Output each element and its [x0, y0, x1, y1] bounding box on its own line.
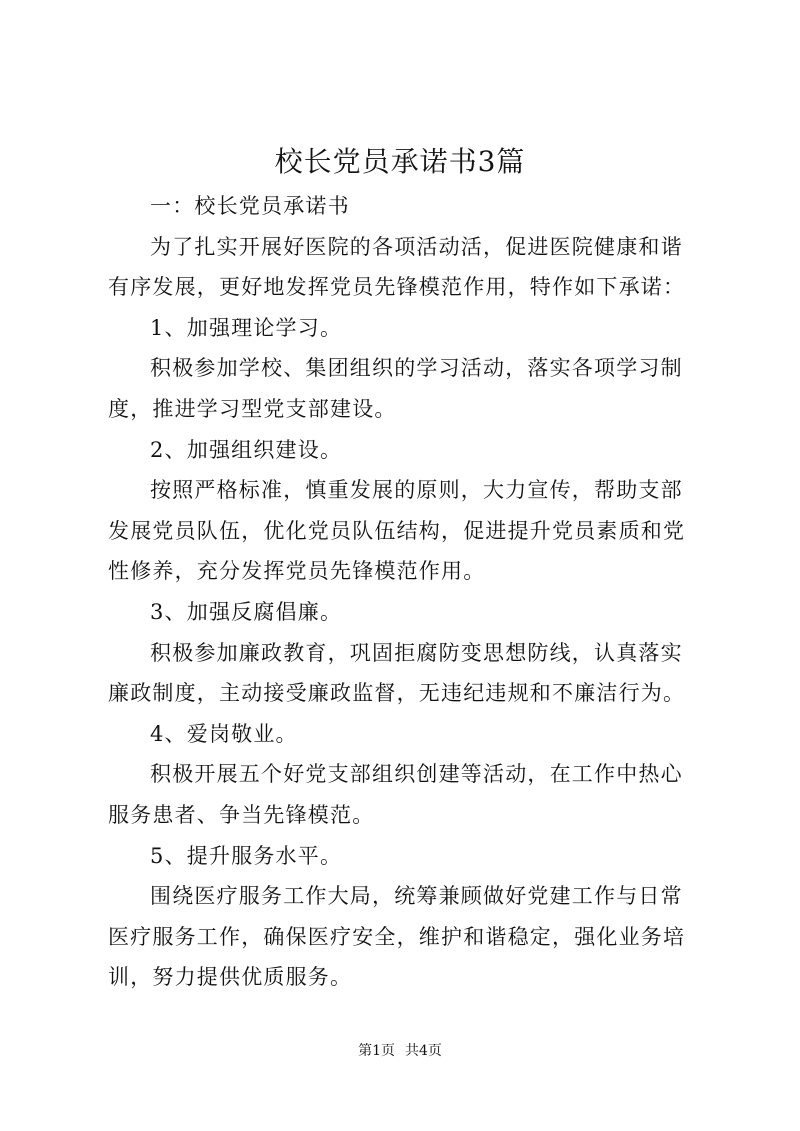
- page-footer: [0, 1041, 800, 1061]
- item-paragraph: 积极参加廉政教育，巩固拒腐防变思想防线，认真落实廉政制度，主动接受廉政监督，无违纪违规和不廉洁行为。: [108, 640, 686, 706]
- item-paragraph: 按照严格标准，慎重发展的原则，大力宣传，帮助支部发展党员队伍，优化党员队伍结构，促进提升党员素质和党性修养，充分发挥党员先锋模范作用。: [108, 478, 686, 584]
- item-paragraph: 围绕医疗服务工作大局，统筹兼顾做好党建工作与日常医疗服务工作，确保医疗安全，维护和谐稳定，强化业务培训，努力提供优质服务。: [108, 884, 686, 990]
- document-body: [108, 186, 700, 998]
- item-paragraph: 积极开展五个好党支部组织创建等活动，在工作中热心服务患者、争当先锋模范。: [108, 762, 683, 827]
- intro-paragraph: 为了扎实开展好医院的各项活动活，促进医院健康和谐有序发展，更好地发挥党员先锋模范作用，特作如下承诺：: [108, 234, 686, 300]
- page-total: 共4页: [405, 1043, 442, 1059]
- section-heading: 一：校长党员承诺书: [150, 194, 350, 218]
- item-heading: 5、提升服务水平。: [150, 843, 343, 868]
- page-number: 第1页: [358, 1043, 395, 1059]
- item-heading: 2、加强组织建设。: [150, 437, 343, 462]
- document-title: 校长党员承诺书3篇: [274, 145, 526, 178]
- item-paragraph: 积极参加学校、集团组织的学习活动，落实各项学习制度，推进学习型党支部建设。: [108, 356, 683, 421]
- item-heading: 1、加强理论学习。: [150, 315, 343, 340]
- item-heading: 3、加强反腐倡廉。: [150, 599, 343, 624]
- item-heading: 4、爱岗敬业。: [150, 721, 298, 746]
